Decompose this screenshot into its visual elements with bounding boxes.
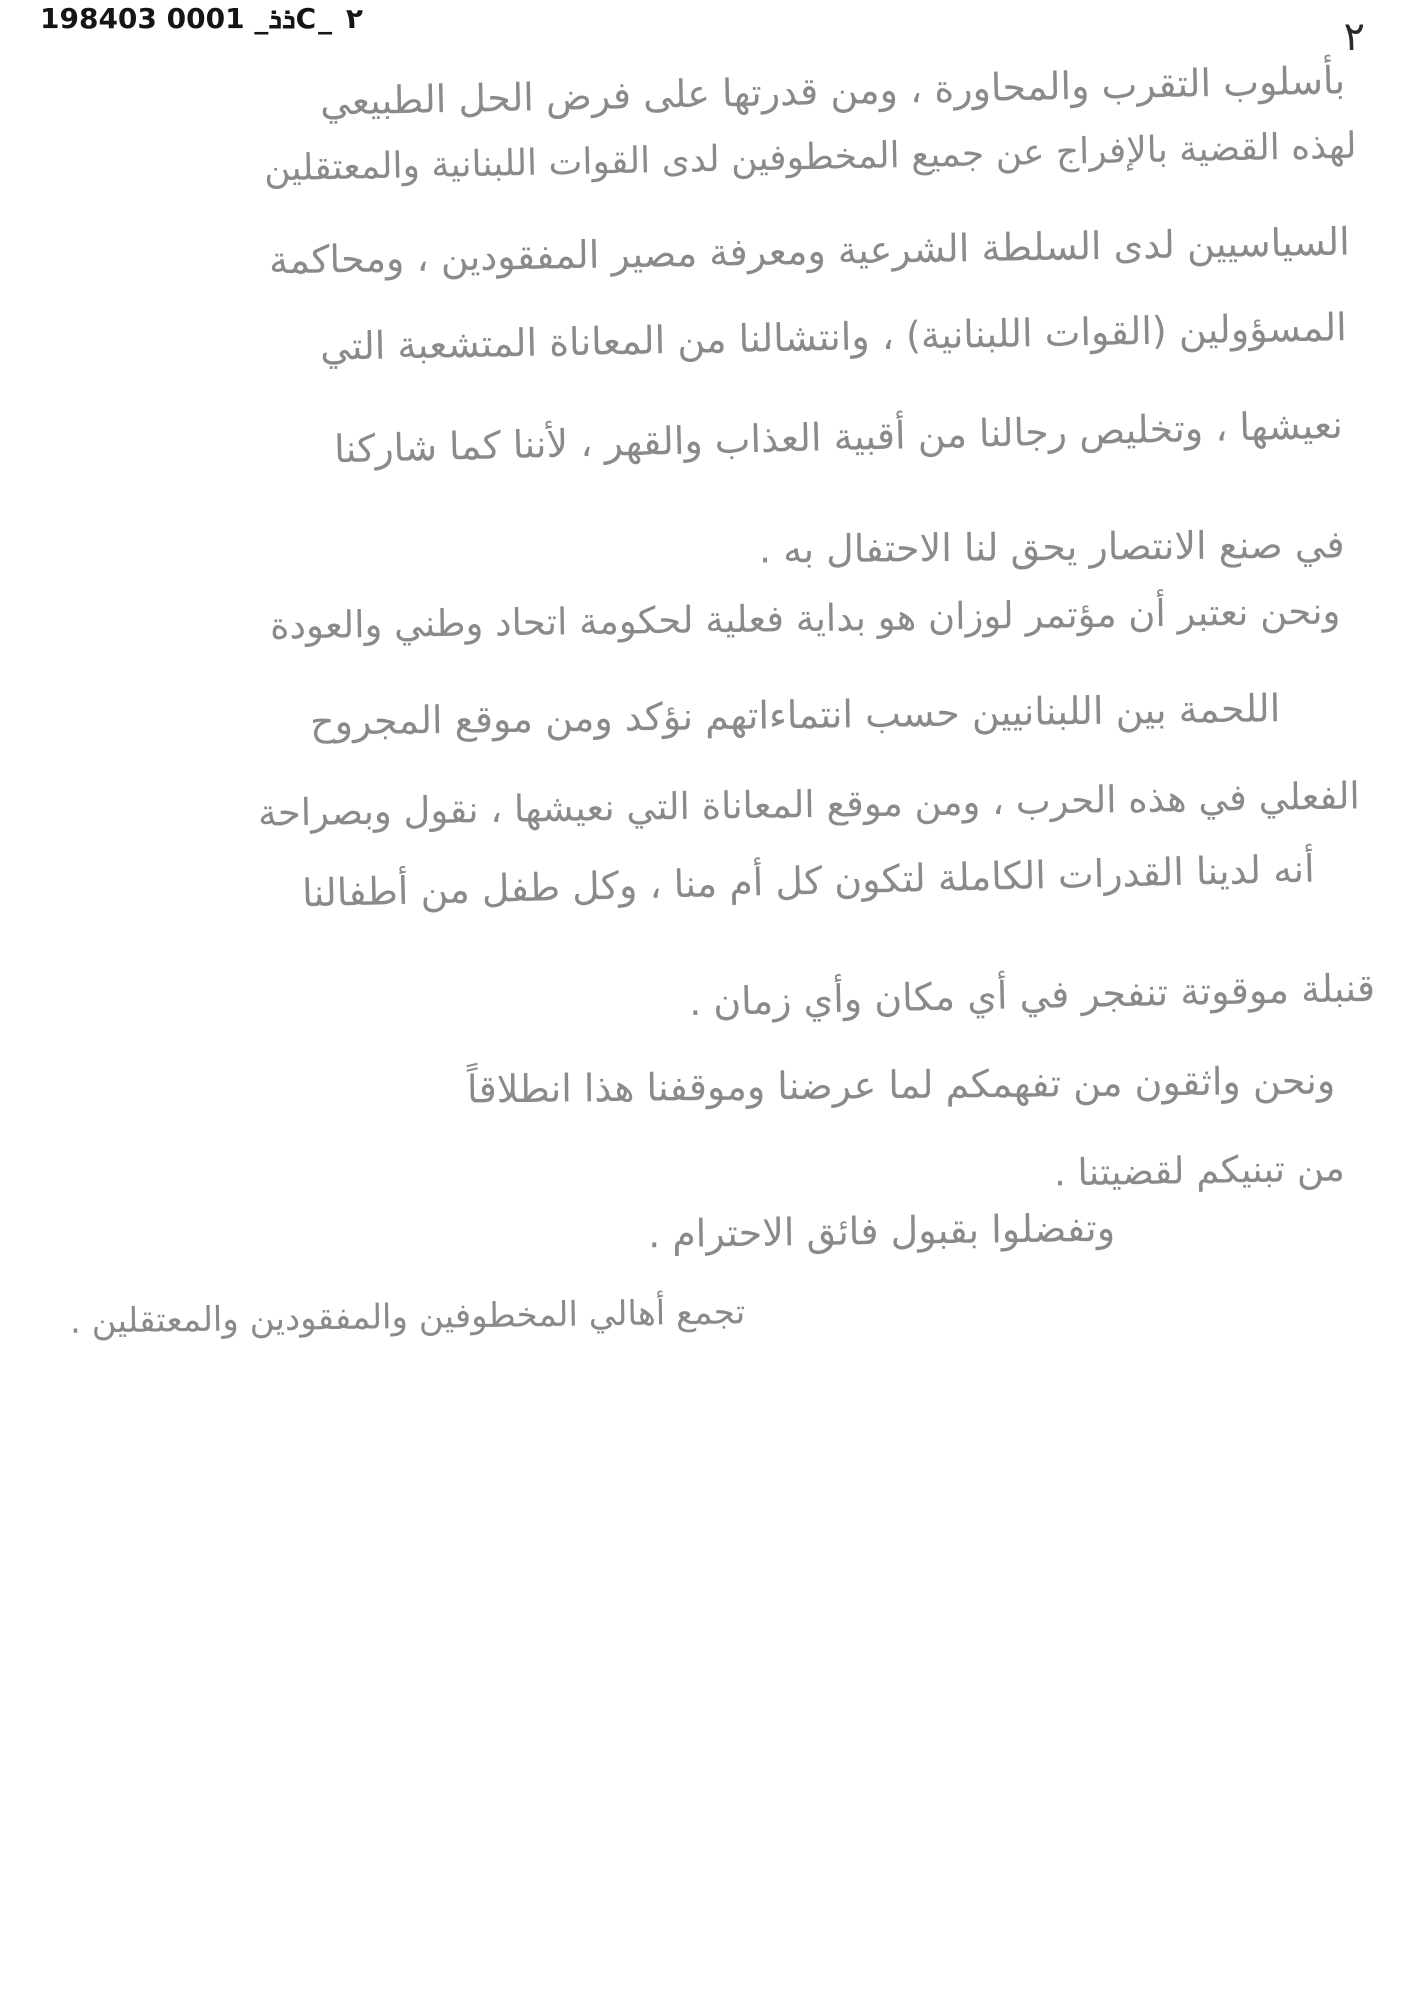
manuscript-line: الفعلي في هذه الحرب ، ومن موقع المعاناة التي نعيشها ، نقول وبصراحة [257, 774, 1361, 835]
archive-reference-code: 198403 ܪܪ_ 0001C_ ٢ [40, 2, 363, 35]
manuscript-line: اللحمة بين اللبنانيين حسب انتماءاتهم نؤكد ومن موقع المجروح [309, 686, 1281, 744]
manuscript-line: المسؤولين (القوات اللبنانية) ، وانتشالنا من المعاناة المتشعبة التي [319, 305, 1348, 369]
manuscript-line: بأسلوب التقرب والمحاورة ، ومن قدرتها على فرض الحل الطبيعي [319, 58, 1346, 124]
manuscript-line: ونحن نعتبر أن مؤتمر لوزان هو بداية فعلية لحكومة اتحاد وطني والعودة [269, 589, 1341, 648]
manuscript-line: وتفضلوا بقبول فائق الاحترام . [647, 1205, 1116, 1257]
manuscript-line: من تبنيكم لقضيتنا . [1053, 1146, 1346, 1195]
manuscript-line: السياسيين لدى السلطة الشرعية ومعرفة مصير المفقودين ، ومحاكمة [268, 219, 1351, 283]
manuscript-line: في صنع الانتصار يحق لنا الاحتفال به . [759, 522, 1346, 572]
manuscript-line: لهذه القضية بالإفراج عن جميع المخطوفين لدى القوات اللبنانية والمعتقلين [264, 125, 1358, 190]
manuscript-line: قنبلة موقوتة تنفجر في أي مكان وأي زمان . [688, 965, 1376, 1025]
manuscript-line: نعيشها ، وتخليص رجالنا من أقبية العذاب والقهر ، لأننا كما شاركنا [333, 402, 1344, 472]
page-number: ٢ [1343, 14, 1365, 60]
manuscript-line: ونحن واثقون من تفهمكم لما عرضنا وموقفنا هذا انطلاقاً [466, 1058, 1336, 1112]
manuscript-line: أنه لدينا القدرات الكاملة لتكون كل أم منا ، وكل طفل من أطفالنا [301, 846, 1316, 916]
manuscript-line: تجمع أهالي المخطوفين والمفقودين والمعتقلين . [69, 1292, 746, 1342]
